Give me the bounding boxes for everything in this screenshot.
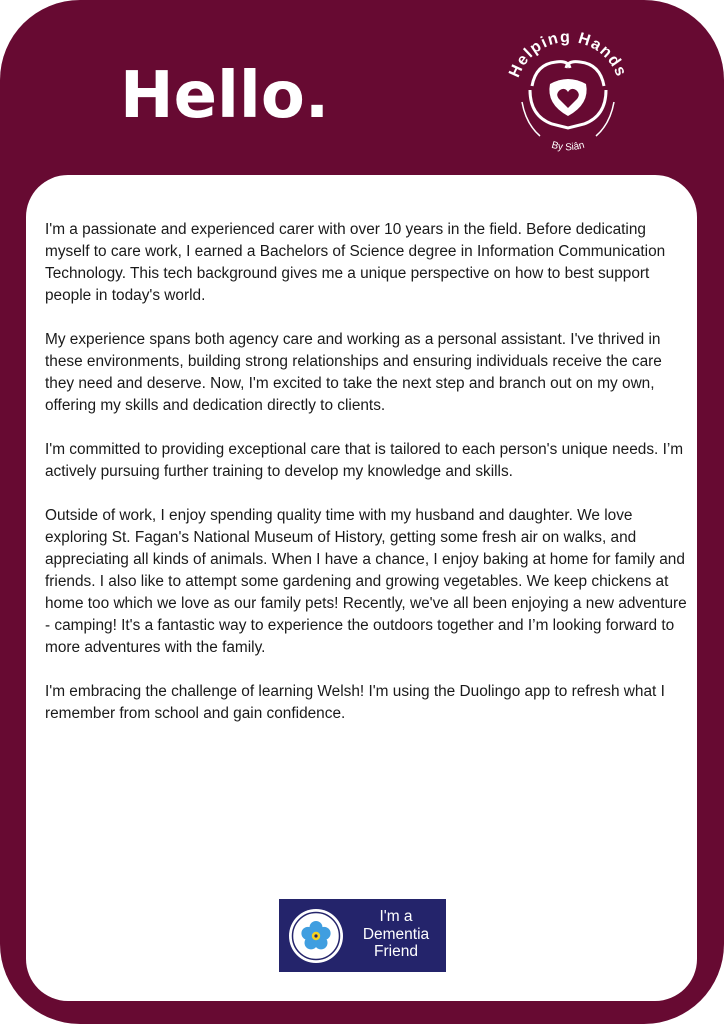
logo-byline: By Siân [550, 139, 586, 154]
helping-hands-logo [500, 24, 636, 154]
heart-hands-icon [530, 62, 606, 128]
paragraph: I'm a passionate and experienced carer with over 10 years in the field. Before dedicating myself to care work, I earned a Bachelors of Science degree in Information Communication Technology. This tech background gives me a unique perspective on how to best support people in today's world. [45, 221, 666, 304]
paragraph: I'm committed to providing exceptional care that is tailored to each person's unique needs. I’m actively pursuing further training to develop my knowledge and skills. [45, 441, 684, 480]
about-text [45, 219, 690, 747]
badge-line: I'm a [379, 908, 413, 925]
logo-name: Helping Hands [506, 28, 630, 81]
badge-label [351, 908, 441, 961]
badge-line: Friend [374, 943, 418, 960]
paragraph: Outside of work, I enjoy spending quality time with my husband and daughter. We love exploring St. Fagan's National Museum of History, getting some fresh air on walks, and appreciating all kinds of animals. When I have a chance, I enjoy baking at home for family and friends. I also like to attempt some gardening and growing vegetables. We keep chickens at home too which we love as our family pets! Recently, we've all been enjoying a new adventure - camping! It's a fantastic way to experience the outdoors together and I’m looking forward to more adventures with the family. [45, 507, 687, 656]
logo-right-arc [596, 102, 614, 136]
badge-line: Dementia [362, 925, 430, 943]
logo-left-arc [522, 102, 540, 136]
dementia-friend-badge [279, 899, 446, 972]
page-title: Hello. [120, 59, 330, 133]
paragraph: I'm embracing the challenge of learning Welsh! I'm using the Duolingo app to refresh what I remember from school and gain confidence. [45, 683, 665, 722]
paragraph: My experience spans both agency care and working as a personal assistant. I've thrived in these environments, building strong relationships and ensuring individuals receive the care they need and deserve. Now, I'm excited to take the next step and branch out on my own, offering my skills and dedication directly to clients. [45, 331, 662, 414]
forget-me-not-icon [288, 908, 344, 964]
